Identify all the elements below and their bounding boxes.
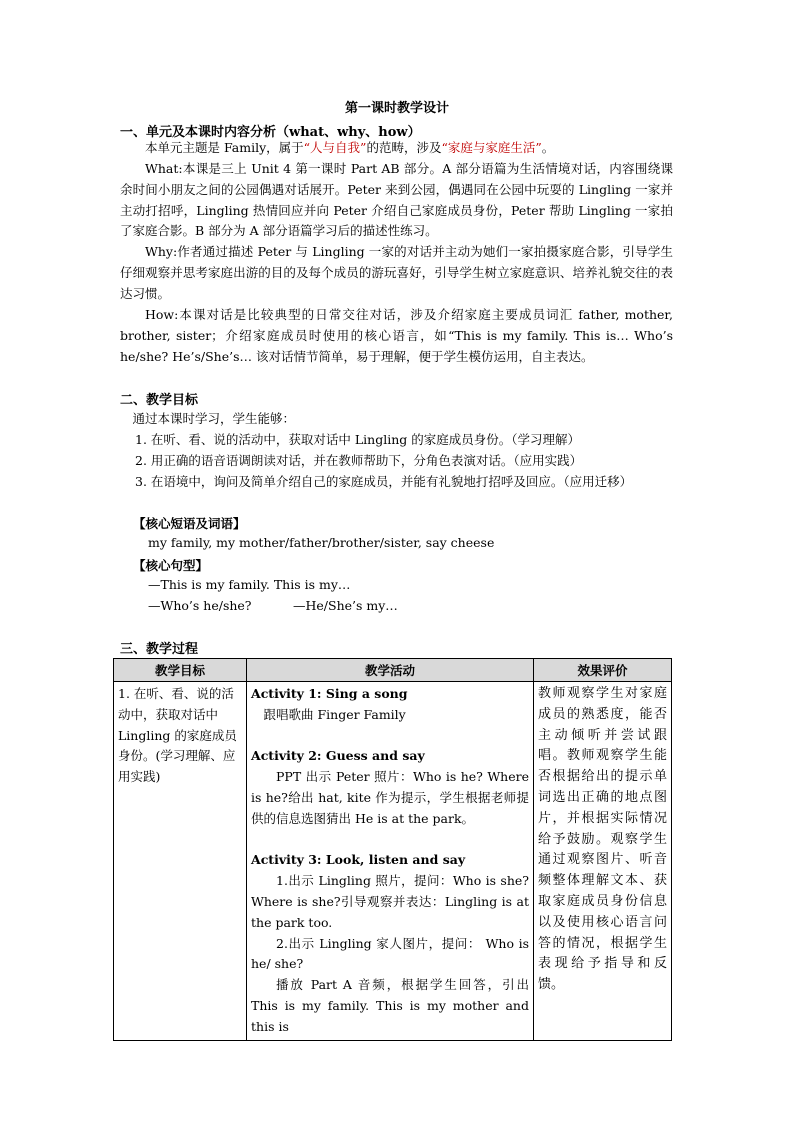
pattern-line-1: —This is my family. This is my… (148, 577, 351, 592)
activity-3-line-2: 2.出示 Lingling 家人图片，提问： Who is he/ she? (251, 935, 529, 972)
theme-text-c: 。 (541, 140, 555, 155)
section2-heading: 二、教学目标 (120, 393, 199, 408)
section1-theme-paragraph (120, 138, 673, 159)
table-row (114, 682, 672, 1041)
teaching-process-table (113, 658, 672, 1041)
evaluation-cell: 教师观察学生对家庭成员的熟悉度，能否主动倾听并尝试跟唱。教师观察学生能否根据给出的提示单词选出正确的地点图片，并根据实际情况给予鼓励。观察学生通过观察图片、听音频整体理解文本、获取家庭成员身份信息以及使用核心语言问答的情况，根据学生表现给予指导和反馈。 (534, 682, 672, 1041)
goal-item-3: 3. 在语境中，询问及简单介绍自己的家庭成员，并能有礼貌地打招呼及回应。（应用迁移） (135, 474, 633, 489)
activity-3-title: Activity 3: Look, listen and say (251, 852, 466, 868)
section1-why-paragraph: Why:作者通过描述 Peter 与 Lingling 一家的对话并主动为她们一家拍摄家庭合影，引导学生仔细观察并思考家庭出游的目的及每个成员的游玩喜好，引导学生树立家庭意识、培养礼貌交往的表达习惯。 (120, 244, 673, 301)
activity-3-line-1: 1.出示 Lingling 照片，提问：Who is she? Where is she?引导观察并表达：Lingling is at the park too. (251, 873, 529, 930)
header-evaluation: 效果评价 (534, 659, 672, 682)
activity-2-title: Activity 2: Guess and say (251, 748, 425, 764)
pattern-line-2a: —Who’s he/she? (148, 598, 252, 613)
section1-how-paragraph: How:本课对话是比较典型的日常交往对话，涉及介绍家庭主要成员词汇 father, mother, brother, sister；介绍家庭成员时使用的核心语言，如“This is my family. This is… Who’s he/she? He’s/She’s… 该对话情节简单，易于理解，便于学生模仿运用，自主表达。 (120, 307, 673, 364)
theme-text-a: 本单元主题是 Family，属于 (145, 140, 304, 155)
vocab-heading: 【核心短语及词语】 (133, 516, 246, 531)
section3-heading: 三、教学过程 (120, 642, 199, 657)
section1-heading: 一、单元及本课时内容分析（what、why、how） (120, 125, 421, 140)
goal-item-1: 1. 在听、看、说的活动中，获取对话中 Lingling 的家庭成员身份。（学习理解） (135, 432, 580, 447)
pattern-heading: 【核心句型】 (133, 558, 209, 573)
goal-item-2: 2. 用正确的语音语调朗读对话，并在教师帮助下，分角色表演对话。（应用实践） (135, 453, 583, 468)
table-header-row (114, 659, 672, 682)
header-goal: 教学目标 (114, 659, 247, 682)
activity-2-line: PPT 出示 Peter 照片：Who is he? Where is he?给出 hat, kite 作为提示，学生根据老师提供的信息选图猜出 He is at the park。 (251, 769, 529, 826)
section1-what-paragraph: What:本课是三上 Unit 4 第一课时 Part AB 部分。A 部分语篇为生活情境对话，内容围绕课余时间小朋友之间的公园偶遇对话展开。Peter 来到公园，偶遇同在公园中玩耍的 Lingling 一家并主动打招呼，Lingling 热情回应并向 Peter 介绍自己家庭成员身份，Peter 帮助 Lingling 一家拍了家庭合影。B 部分为 A 部分语篇学习后的描述性练习。 (120, 161, 673, 239)
pattern-line-2b: —He/She’s my… (293, 598, 398, 613)
theme-quote-1: “人与自我” (303, 140, 367, 155)
theme-text-b: 的范畴，涉及 (366, 140, 442, 155)
theme-quote-2: “家庭与家庭生活” (441, 140, 542, 155)
activity-3-line-3: 播放 Part A 音频，根据学生回答，引出 This is my family. This is my mother and this is (251, 977, 529, 1034)
document-title: 第一课时教学设计 (344, 101, 449, 116)
activity-cell (247, 682, 534, 1041)
goal-cell: 1. 在听、看、说的活动中，获取对话中 Lingling 的家庭成员身份。(学习理解、应用实践) (114, 682, 247, 1041)
vocab-list: my family, my mother/father/brother/sister, say cheese (148, 535, 495, 550)
header-activity: 教学活动 (247, 659, 534, 682)
activity-1-title: Activity 1: Sing a song (251, 686, 408, 701)
goals-intro: 通过本课时学习，学生能够： (132, 411, 296, 426)
activity-1-line: 跟唱歌曲 Finger Family (263, 706, 406, 722)
